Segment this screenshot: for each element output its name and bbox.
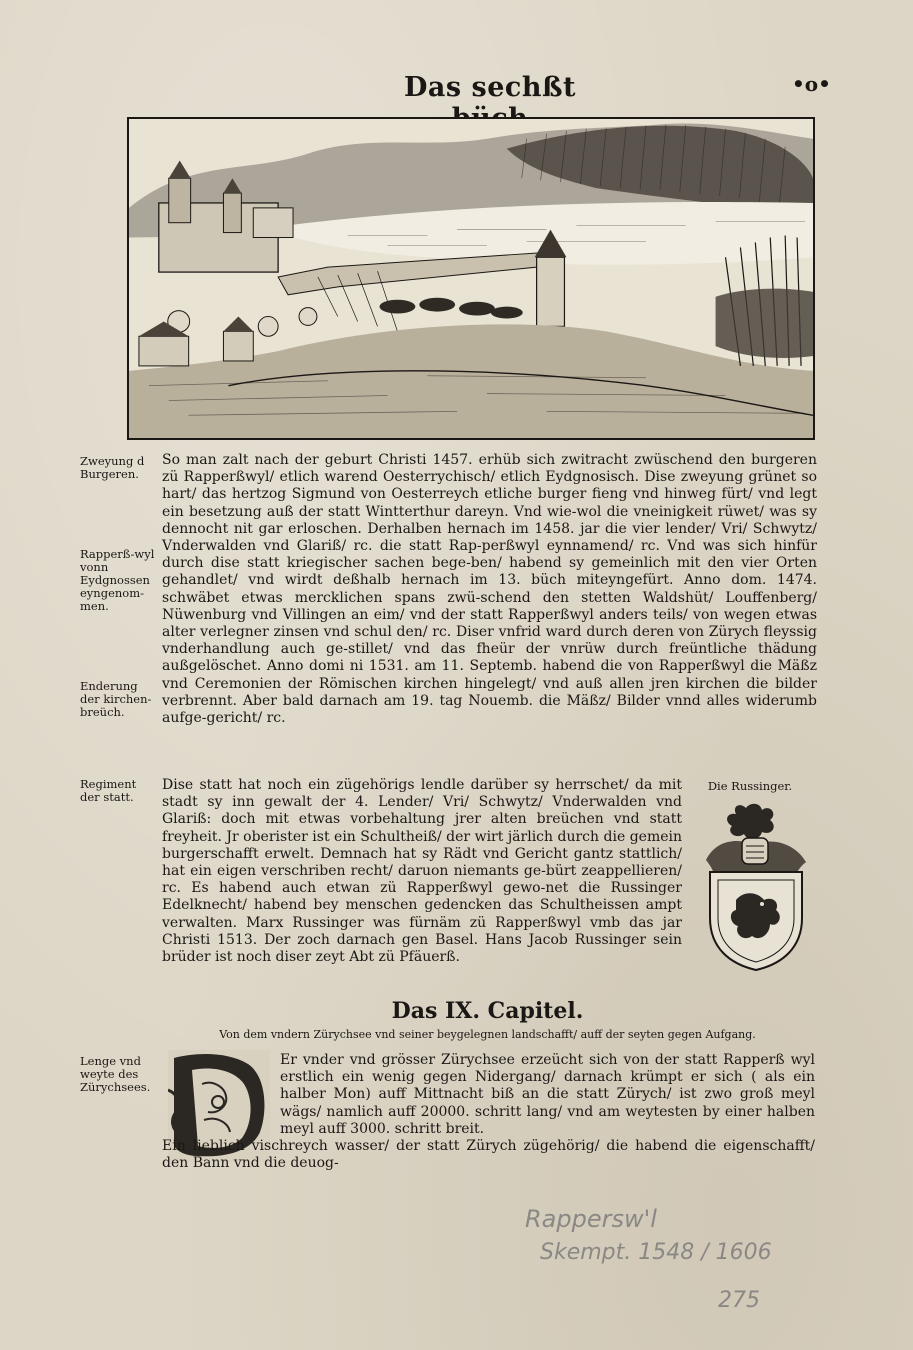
paragraph-history: So man zalt nach der geburt Christi 1457. erhüb sich zwitracht zwüschend den burgeren zü Rapperßwyl/ etlich warend Oesterrychisch/ etlich Eydgnosisch. Dise zweyung grünet so hart/ das hertzog Sigmund von Oesterreych etliche burger fieng vnd hinweg fürt/ vnd legt ein besetzung auß der statt Wintterthur dareyn. Vnd wie-wol die vneinigkeit rüwet/ was sy dennocht nit gar erloschen. Derhalben hernach im 1458. jar die vier lender/ Vri/ Schwytz/ Vnderwalden vnd Glariß/ rc. die statt Rap-perßwyl eynnamend/ rc. Vnd was sich hinfür durch dise statt kriegischer sachen bege-ben/ habend sy gemeinlich mit den vier Orten gehandlet/ vnd wirdt deßhalb hernach im 13. büch miteyngefürt. Anno dom. 1474. schwäbet etwas mercklichen spans zwü-schend den stetten Waldshüt/ Louffenberg/ Nüwenburg vnd Villingen an eim/ vnd der statt Rapperßwyl anders teils/ von wegen etwas alter verlegner zinsen vnd schul den/ rc. Diser vnfrid ward durch deren von Zürych fleyssig vnderhandlung auch ge-stillet/ vnd das fheür der vnrüw durch freüntliche thädung außgelöschet. Anno domi ni 1531. am 11. Septemb. habend die von Rapperßwyl die Mäßz vnd Ceremonien der Römischen kirchen hingelegt/ vnd auß allen jren kirchen die bilder verbrennt. Aber bald darnach am 19. tag Nouemb. die Mäßz/ Bilder vnnd alles widerumb aufge-gericht/ rc. <box>162 452 817 727</box>
paragraph-regiment: Dise statt hat noch ein zügehörigs lendle darüber sy herrschet/ da mit stadt sy inn gewalt der 4. Lender/ Vri/ Schwytz/ Vnderwalden vnd Glariß: doch mit etwas vorbehaltung jrer alten breüchen vnd statt freyheit. Jr oberister ist ein Schultheiß/ der wirt järlich durch die gemein burgerschafft erwelt. Demnach hat sy Rädt vnd Gericht gantz stattlich/ hat ein eigen verschriben recht/ daruon niemants ge-bürt zeappellieren/ rc. Es habend auch etwan zü Rapperßwyl gewo-net die Russinger Edelknecht/ habend bey menschen gedencken das Schultheissen ampt verwalten. Marx Russinger was fürnäm zü Rapperßwyl vmb das jar Christi 1513. Der zoch darnach gen Basel. Hans Jacob Russinger sein brüder ist noch diser zeyt Abt zü Pfäuerß. <box>162 777 682 966</box>
pencil-note-source: Skempt. 1548 / 1606 <box>540 1240 772 1265</box>
coat-of-arms-emblem <box>696 800 816 972</box>
chapter-subtitle: Von dem vndern Zürychsee vnd seiner beygelegnen landschafft/ auff der seyten gegen Aufgang. <box>219 1028 756 1041</box>
paragraph-see-wasser: Ein lieblich vischreych wasser/ der statt Zürych zügehörig/ die habend die eigenschafft/ den Bann vnd die deuog- <box>162 1138 815 1172</box>
page-header-mark: •o• <box>792 72 831 96</box>
margin-note-rapperswyl: Rapperß-wyl vonn Eydgnossen eyngenom-men. <box>80 547 155 613</box>
paragraph-see-lenge: Er vnder vnd grösser Zürychsee erzeücht sich von der statt Rapperß wyl erstlich ein wenig gegen Nidergang/ darnach krümpt er sich ( als ein halber Mon) auff Mittnacht biß an die statt Zürych/ ist zwo groß meyl wägs/ namlich auff 20000. schritt lang/ vnd am weytesten by einer halben meyl auff 3000. schritt breit. <box>280 1052 815 1137</box>
pencil-note-number: 275 <box>718 1288 760 1313</box>
margin-note-lenge: Lenge vnd weyte des Zürychsees. <box>80 1054 151 1094</box>
figure-caption: Die Russinger. <box>707 779 793 793</box>
margin-note-regiment: Regiment der statt. <box>80 777 137 804</box>
woodcut-illustration <box>127 117 815 440</box>
margin-note-enderung: Enderung der kirchen-breüch. <box>80 679 152 719</box>
margin-note-zweyung: Zweyung d Burgeren. <box>80 454 145 481</box>
woodcut-landscape-icon <box>129 119 813 438</box>
page-header-title: Das sechßt <box>404 72 576 103</box>
chapter-title: Das IX. Capitel. <box>391 998 584 1024</box>
coat-of-arms-icon <box>696 800 816 972</box>
pencil-note-place: Rappersw'l <box>525 1205 657 1233</box>
